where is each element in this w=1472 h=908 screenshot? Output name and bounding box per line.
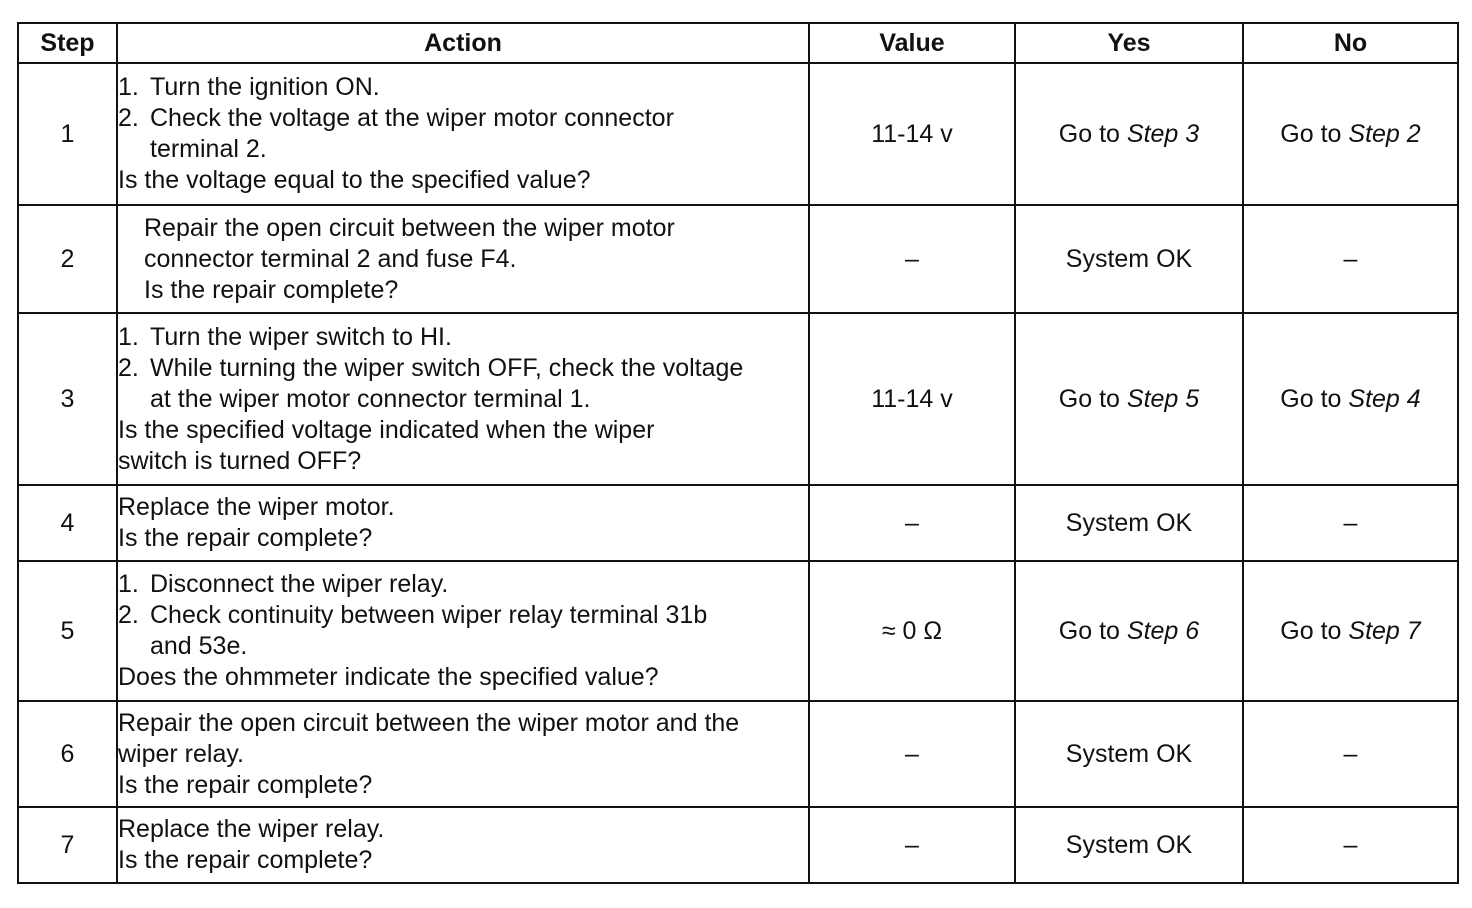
value-cell: –: [809, 807, 1015, 883]
action-text: Repair the open circuit between the wiper motor and the wiper relay.: [118, 708, 740, 768]
yes-cell: System OK: [1015, 205, 1243, 313]
action-line: 2. Check continuity between wiper relay terminal 31b and 53e.: [118, 601, 708, 660]
step-number: 1: [18, 63, 117, 205]
action-cell: [117, 701, 809, 807]
yes-cell: Go to Step 3: [1015, 63, 1243, 205]
action-text: Replace the wiper motor.: [118, 493, 395, 521]
no-cell: –: [1243, 807, 1458, 883]
action-line: 1. Turn the ignition ON.: [118, 73, 380, 101]
action-cell: [117, 485, 809, 561]
action-cell: [117, 313, 809, 485]
action-line: 1. Turn the wiper switch to HI.: [118, 322, 452, 351]
header-no: No: [1243, 23, 1458, 63]
step-number: 3: [18, 313, 117, 485]
value-cell: –: [809, 205, 1015, 313]
no-cell: –: [1243, 701, 1458, 807]
yes-cell: Go to Step 6: [1015, 561, 1243, 701]
header-yes: Yes: [1015, 23, 1243, 63]
header-value: Value: [809, 23, 1015, 63]
step-number: 6: [18, 701, 117, 807]
action-line: 2. Check the voltage at the wiper motor connector terminal 2.: [118, 104, 674, 163]
table-row: [18, 561, 1458, 701]
step-number: 2: [18, 205, 117, 313]
action-cell: [117, 561, 809, 701]
action-cell: [117, 807, 809, 883]
yes-cell: Go to Step 5: [1015, 313, 1243, 485]
no-cell: Go to Step 4: [1243, 313, 1458, 485]
header-step: Step: [18, 23, 117, 63]
value-cell: –: [809, 701, 1015, 807]
no-cell: –: [1243, 485, 1458, 561]
no-cell: Go to Step 2: [1243, 63, 1458, 205]
no-cell: Go to Step 7: [1243, 561, 1458, 701]
action-text: Replace the wiper relay.: [118, 815, 385, 843]
action-question: Is the repair complete?: [118, 770, 373, 799]
value-cell: 11-14 v: [809, 63, 1015, 205]
diagnostic-table: [17, 22, 1459, 884]
step-number: 7: [18, 807, 117, 883]
action-cell: [117, 205, 809, 313]
step-number: 5: [18, 561, 117, 701]
step-number: 4: [18, 485, 117, 561]
table-row: [18, 807, 1458, 883]
action-line: 1. Disconnect the wiper relay.: [118, 570, 449, 598]
yes-cell: System OK: [1015, 807, 1243, 883]
action-question: Is the specified voltage indicated when the wiper switch is turned OFF?: [118, 415, 655, 475]
value-cell: 11-14 v: [809, 313, 1015, 485]
action-line: 2. While turning the wiper switch OFF, check the voltage at the wiper motor connector terminal 1.: [118, 353, 744, 413]
table-row: [18, 205, 1458, 313]
action-cell: [117, 63, 809, 205]
yes-cell: System OK: [1015, 485, 1243, 561]
value-cell: ≈ 0 Ω: [809, 561, 1015, 701]
action-question: Is the repair complete?: [144, 275, 399, 304]
table-row: [18, 63, 1458, 205]
table-row: [18, 485, 1458, 561]
no-cell: –: [1243, 205, 1458, 313]
table-row: [18, 701, 1458, 807]
action-question: Is the repair complete?: [118, 524, 373, 552]
header-action: Action: [117, 23, 809, 63]
action-question: Is the repair complete?: [118, 846, 373, 874]
yes-cell: System OK: [1015, 701, 1243, 807]
value-cell: –: [809, 485, 1015, 561]
action-question: Is the voltage equal to the specified value?: [118, 166, 591, 194]
action-text: Repair the open circuit between the wiper motor connector terminal 2 and fuse F4.: [144, 213, 675, 273]
action-question: Does the ohmmeter indicate the specified value?: [118, 663, 659, 691]
table-row: [18, 313, 1458, 485]
header-row: [18, 23, 1458, 63]
